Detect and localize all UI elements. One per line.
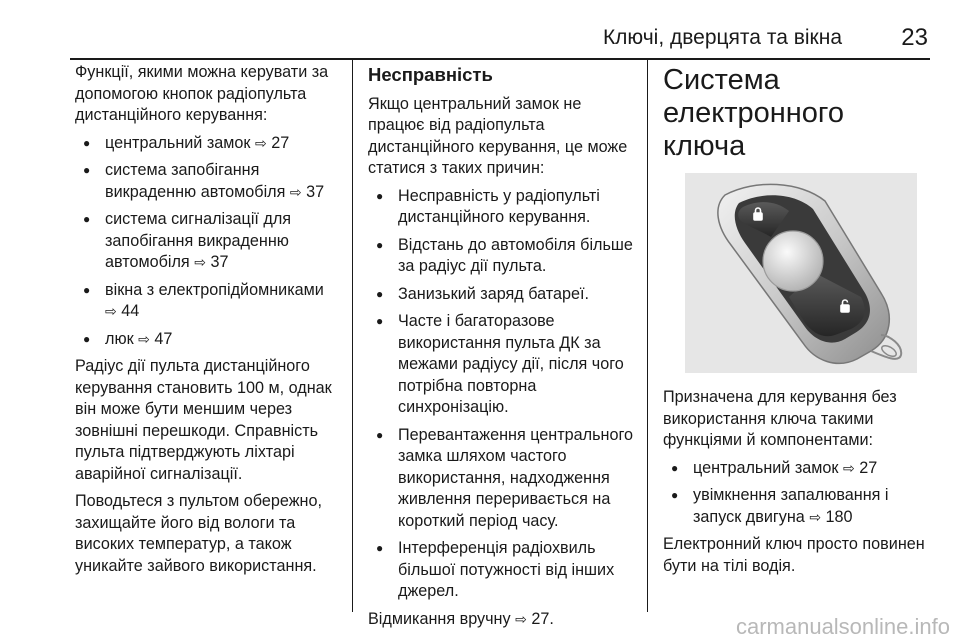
column-divider-1 (352, 60, 353, 612)
column-2 (368, 62, 638, 636)
column-3 (663, 62, 929, 583)
list-item: ● Несправність у радіопульті дистанційного керування. (368, 186, 638, 229)
list-item: ● система сигналізації для запобігання викраденню автомобіля ⇨ 37 (75, 209, 347, 274)
col3-function-list (663, 458, 929, 529)
list-item: ● вікна з електропідйомниками ⇨ 44 (75, 280, 347, 323)
arrow-icon: ⇨ (138, 330, 150, 347)
list-item: ● система запобігання викраденню автомобіля ⇨ 37 (75, 160, 347, 203)
page-ref-link[interactable]: ⇨ 37 (194, 253, 229, 271)
arrow-icon: ⇨ (255, 134, 267, 151)
column-1 (75, 62, 347, 583)
arrow-icon: ⇨ (105, 303, 117, 319)
list-item: ● Занизький заряд батареї. (368, 284, 638, 306)
list-item: ● центральний замок ⇨ 27 (75, 133, 347, 155)
arrow-icon: ⇨ (289, 183, 302, 200)
key-fob-illustration (685, 173, 917, 373)
list-item: ● Часте і багаторазове використання пульта ДК за межами радіусу дії, після чого потрібна повторна синхронізацію. (368, 311, 638, 419)
col1-range-paragraph: Радіус дії пульта дистанційного керування становить 100 м, однак він може бути меншим через зовнішні перешкоди. Справність пульта підтверджують ліхтарі аварійної сигналізації. (75, 357, 332, 483)
page-ref-link[interactable]: ⇨ 27 (255, 133, 290, 152)
col2-cause-list (368, 186, 638, 603)
list-item: ● Перевантаження центрального замка шляхом частого використання, надходження живлення переривається на короткий період часу. (368, 425, 638, 533)
page-ref-link[interactable]: ⇨ 27. (515, 609, 554, 628)
list-item: ● люк ⇨ 47 (75, 329, 347, 351)
page-ref-link[interactable]: ⇨ 27 (843, 458, 878, 477)
col3-intro: Призначена для керування без використання ключа такими функціями й компонентами: (663, 388, 897, 449)
list-item: ● увімкнення запалювання і запуск двигуна ⇨ 180 (663, 485, 929, 528)
page-ref-link[interactable]: ⇨ 47 (138, 329, 173, 348)
list-item: ● Відстань до автомобіля більше за радіус дії пульта. (368, 235, 638, 278)
watermark: carmanualsonline.info (735, 614, 950, 639)
col3-outro: Електронний ключ просто повинен бути на тілі водія. (663, 535, 925, 575)
arrow-icon: ⇨ (194, 254, 206, 270)
col1-intro: Функції, якими можна керувати за допомогою кнопок радіопульта дистанційного керування: (75, 63, 329, 124)
col2-intro: Якщо центральний замок не працює від радіопульта дистанційного керування, це може статися з таких причин: (368, 94, 628, 177)
column-divider-2 (647, 60, 648, 612)
page-header (70, 22, 930, 50)
arrow-icon: ⇨ (809, 508, 822, 525)
arrow-icon: ⇨ (843, 459, 855, 476)
page-ref-link[interactable]: ⇨ 44 (105, 302, 140, 320)
arrow-icon: ⇨ (515, 610, 527, 627)
list-item: ● центральний замок ⇨ 27 (663, 458, 929, 480)
center-button (763, 231, 823, 291)
electronic-key-heading: Система електронного ключа (663, 64, 844, 162)
page-ref-link[interactable]: ⇨ 180 (809, 507, 853, 526)
col1-function-list (75, 133, 347, 351)
malfunction-heading: Несправність (368, 64, 493, 85)
header-title: Ключі, дверцята та вікна (602, 26, 842, 49)
page-ref-link[interactable]: ⇨ 37 (289, 182, 325, 201)
col2-footer: Відмикання вручну ⇨ 27. (368, 609, 554, 628)
header-divider (70, 58, 930, 60)
list-item: ● Інтерференція радіохвиль більшої потужності від інших джерел. (368, 538, 638, 603)
page-number: 23 (901, 24, 928, 51)
col1-care-paragraph: Поводьтеся з пультом обережно, захищайте його від вологи та високих температур, а також уникайте зайвого використання. (75, 492, 322, 575)
